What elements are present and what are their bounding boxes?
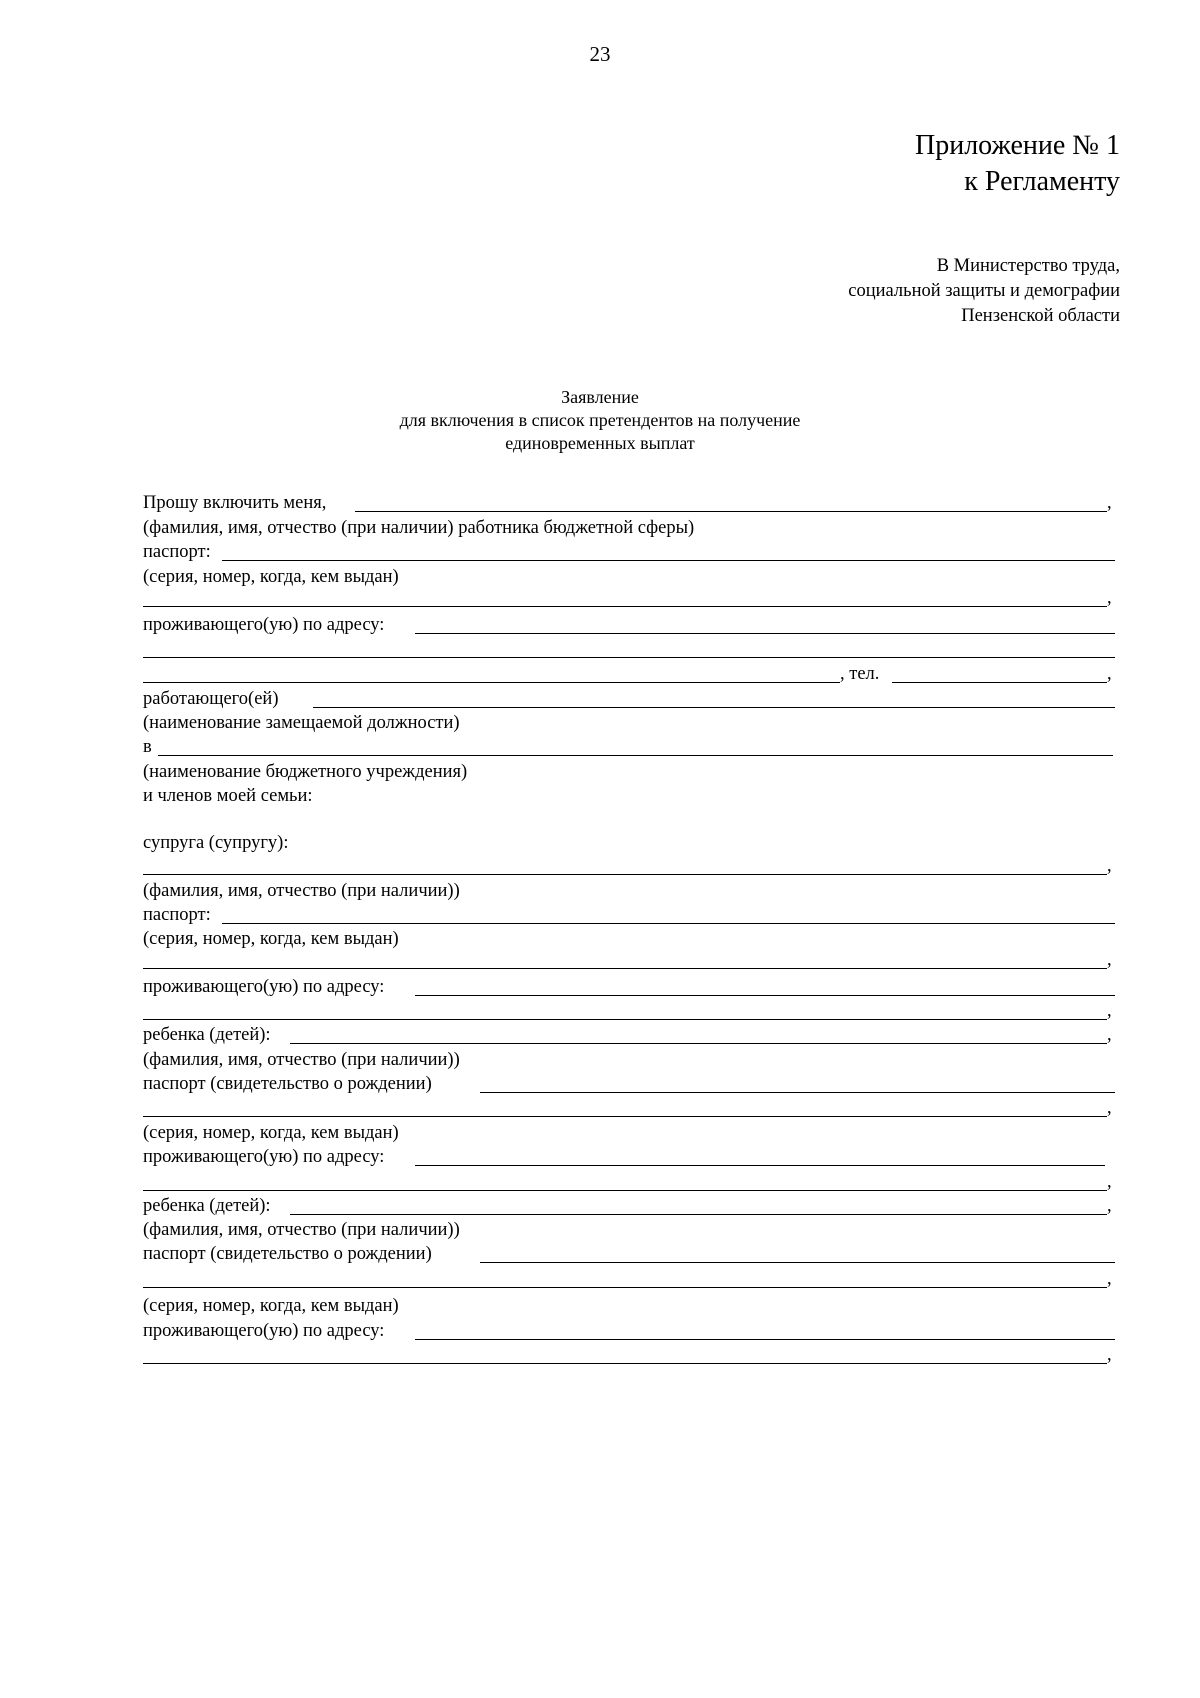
worker-passport-field[interactable] (222, 560, 1115, 561)
spouse-label: супруга (супругу): (143, 833, 289, 853)
family-label: и членов моей семьи: (143, 786, 313, 806)
child2-address-field-2[interactable] (143, 1363, 1107, 1364)
addressee-line-1: В Министерство труда, (936, 256, 1120, 276)
comma: , (1107, 1098, 1112, 1118)
comma: , (1107, 1001, 1112, 1021)
child1-address-field-2[interactable] (143, 1190, 1107, 1191)
phone-label: , тел. (840, 664, 880, 684)
hint-position: (наименование замещаемой должности) (143, 713, 460, 733)
institution-field[interactable] (158, 755, 1113, 756)
child1-passport-field[interactable] (480, 1092, 1115, 1093)
in-label: в (143, 737, 152, 757)
hint-passport: (серия, номер, когда, кем выдан) (143, 567, 399, 587)
hint-child1-passport: (серия, номер, когда, кем выдан) (143, 1123, 399, 1143)
comma: , (1107, 950, 1112, 970)
comma: , (1107, 1269, 1112, 1289)
child2-address-field[interactable] (415, 1339, 1115, 1340)
child1-passport-label: паспорт (свидетельство о рождении) (143, 1074, 432, 1094)
title-line-2: для включения в список претендентов на получение (399, 410, 801, 430)
child1-passport-field-2[interactable] (143, 1116, 1107, 1117)
appendix-line-1: Приложение № 1 (915, 130, 1120, 161)
child2-passport-field[interactable] (480, 1262, 1115, 1263)
document-title (0, 386, 1200, 455)
hint-spouse-name: (фамилия, имя, отчество (при наличии)) (143, 881, 460, 901)
position-field[interactable] (313, 707, 1115, 708)
worker-address-field-2[interactable] (143, 657, 1115, 658)
title-line-3: единовременных выплат (505, 433, 695, 453)
spouse-name-field[interactable] (143, 874, 1107, 875)
spouse-address-field-2[interactable] (143, 1019, 1107, 1020)
appendix-line-2: к Регламенту (964, 166, 1120, 197)
child1-address-label: проживающего(ую) по адресу: (143, 1147, 385, 1167)
worker-passport-field-2[interactable] (143, 606, 1107, 607)
addressee-line-3: Пензенской области (961, 306, 1120, 326)
title-line-1: Заявление (561, 387, 639, 407)
comma: , (1107, 588, 1112, 608)
child2-passport-label: паспорт (свидетельство о рождении) (143, 1244, 432, 1264)
hint-child1-name: (фамилия, имя, отчество (при наличии)) (143, 1050, 460, 1070)
working-label: работающего(ей) (143, 689, 279, 709)
child1-name-field[interactable] (290, 1043, 1107, 1044)
passport-label: паспорт: (143, 542, 211, 562)
phone-field[interactable] (892, 682, 1107, 683)
hint-child2-passport: (серия, номер, когда, кем выдан) (143, 1296, 399, 1316)
spouse-passport-field[interactable] (222, 923, 1115, 924)
comma: , (1107, 856, 1112, 876)
child2-passport-field-2[interactable] (143, 1287, 1107, 1288)
request-label: Прошу включить меня, (143, 493, 327, 513)
child2-address-label: проживающего(ую) по адресу: (143, 1321, 385, 1341)
child2-name-field[interactable] (290, 1214, 1107, 1215)
comma: , (1107, 1196, 1112, 1216)
hint-spouse-passport: (серия, номер, когда, кем выдан) (143, 929, 399, 949)
child1-label: ребенка (детей): (143, 1025, 271, 1045)
page-number: 23 (589, 42, 611, 66)
comma: , (1107, 1345, 1112, 1365)
comma: , (1107, 1025, 1112, 1045)
child2-label: ребенка (детей): (143, 1196, 271, 1216)
comma: , (1107, 1172, 1112, 1192)
worker-address-field[interactable] (415, 633, 1115, 634)
hint-child2-name: (фамилия, имя, отчество (при наличии)) (143, 1220, 460, 1240)
addressee-line-2: социальной защиты и демографии (848, 281, 1120, 301)
spouse-address-label: проживающего(ую) по адресу: (143, 977, 385, 997)
address-label: проживающего(ую) по адресу: (143, 615, 385, 635)
appendix-title (915, 128, 1120, 200)
comma: , (1107, 493, 1112, 513)
spouse-passport-field-2[interactable] (143, 968, 1107, 969)
worker-name-field[interactable] (355, 511, 1107, 512)
spouse-address-field[interactable] (415, 995, 1115, 996)
hint-institution: (наименование бюджетного учреждения) (143, 762, 468, 782)
addressee-block (848, 254, 1120, 329)
hint-worker-name: (фамилия, имя, отчество (при наличии) работника бюджетной сферы) (143, 518, 695, 538)
comma: , (1107, 664, 1112, 684)
worker-address-field-3[interactable] (143, 682, 840, 683)
spouse-passport-label: паспорт: (143, 905, 211, 925)
child1-address-field[interactable] (415, 1165, 1105, 1166)
